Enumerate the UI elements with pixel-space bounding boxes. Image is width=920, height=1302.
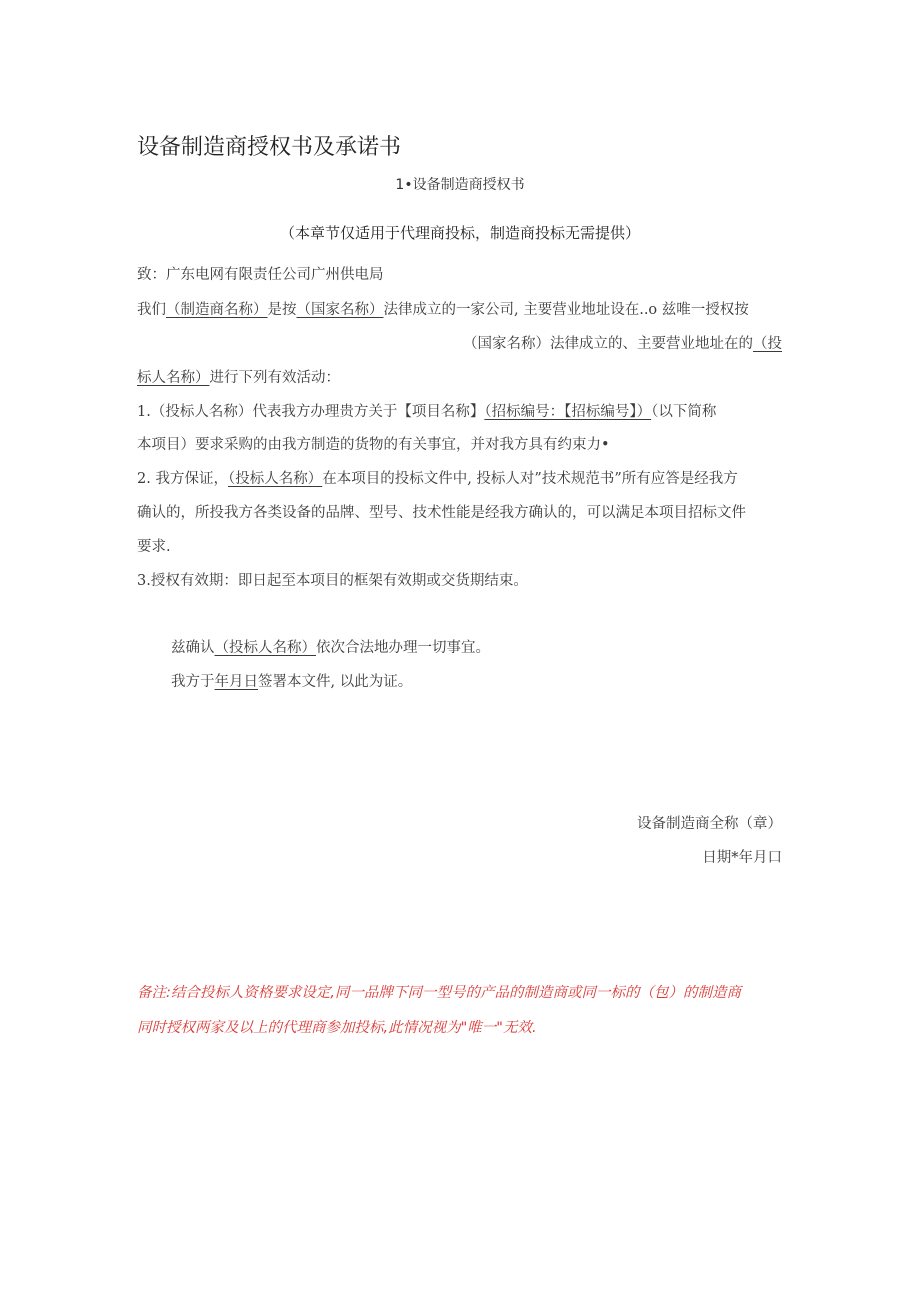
para1-text-a: 我们 <box>137 302 166 318</box>
item2-line3: 要求. <box>137 539 171 555</box>
addressee: 致：广东电网有限责任公司广州供电局 <box>137 267 384 283</box>
para1-text-e: 法律成立的一家公司, 主要营业地址设在..o 兹唯一授权按 <box>383 302 749 318</box>
item2-text-c: 在本项目的投标文件中, 投标人对”技术规范书”所有应答是经我方 <box>322 471 738 487</box>
item2-line1 <box>137 467 738 488</box>
item1-line2: 本项目）要求采购的由我方制造的货物的有关事宜，并对我方具有约束力• <box>137 437 610 453</box>
para1-line1 <box>137 298 749 319</box>
item2-text-a: 2. 我方保证， <box>137 471 228 487</box>
applicability-note: （本章节仅适用于代理商投标，制造商投标无需提供） <box>279 224 640 242</box>
confirm-line <box>171 636 490 657</box>
item3: 3.授权有效期：即日起至本项目的框架有效期或交货期结束。 <box>137 573 528 589</box>
bidder-name-field-3: （投标人名称） <box>214 640 316 656</box>
tender-number-field: （招标编号：【招标编号】） <box>484 404 652 420</box>
sign-line <box>171 670 412 691</box>
para1-text-i: 进行下列有效活动： <box>209 370 340 386</box>
section-subtitle: 1•设备制造商授权书 <box>395 177 525 193</box>
bidder-name-field-end: 标人名称） <box>137 370 210 386</box>
para1-text-f: （国家名称）法律成立的、主要营业地址在的 <box>463 336 753 352</box>
sign-text-a: 我方于 <box>171 674 215 690</box>
item1-line1 <box>137 400 716 421</box>
bidder-name-field-2: （投标人名称） <box>227 471 323 487</box>
remark-line2: 同时授权两家及以上的代理商参加投标,此情况视为"唯一"无效. <box>137 1020 537 1036</box>
manufacturer-name-field: （制造商名称） <box>166 302 268 318</box>
item1-text-a: 1.（投标人名称）代表我方办理贵方关于【项目名称】 <box>137 404 485 420</box>
page-title: 设备制造商授权书及承诺书 <box>137 135 402 160</box>
country-name-field: （国家名称） <box>296 302 384 318</box>
confirm-text-c: 依次合法地办理一切事宜。 <box>316 640 490 656</box>
item2-line2: 确认的，所投我方各类设备的品牌、型号、技术性能是经我方确认的，可以满足本项目招标文件 <box>137 505 746 521</box>
manufacturer-seal-label: 设备制造商全称（章） <box>637 816 782 832</box>
confirm-text-a: 兹确认 <box>171 640 215 656</box>
para1-text-c: 是按 <box>267 302 297 318</box>
date-label: 日期*年月口 <box>702 850 782 866</box>
para1-line3 <box>137 366 340 387</box>
bidder-name-field-start: （投 <box>753 336 782 352</box>
sign-text-c: 签署本文件, 以此为证。 <box>258 674 413 690</box>
sign-date-field: 年月日 <box>214 674 258 690</box>
para1-line2 <box>463 332 782 353</box>
item1-text-c: （以下简称 <box>651 404 717 420</box>
remark-line1: 备注:结合投标人资格要求设定,同一品牌下同一型号的产品的制造商或同一标的（包）的制造商 <box>137 985 741 1001</box>
